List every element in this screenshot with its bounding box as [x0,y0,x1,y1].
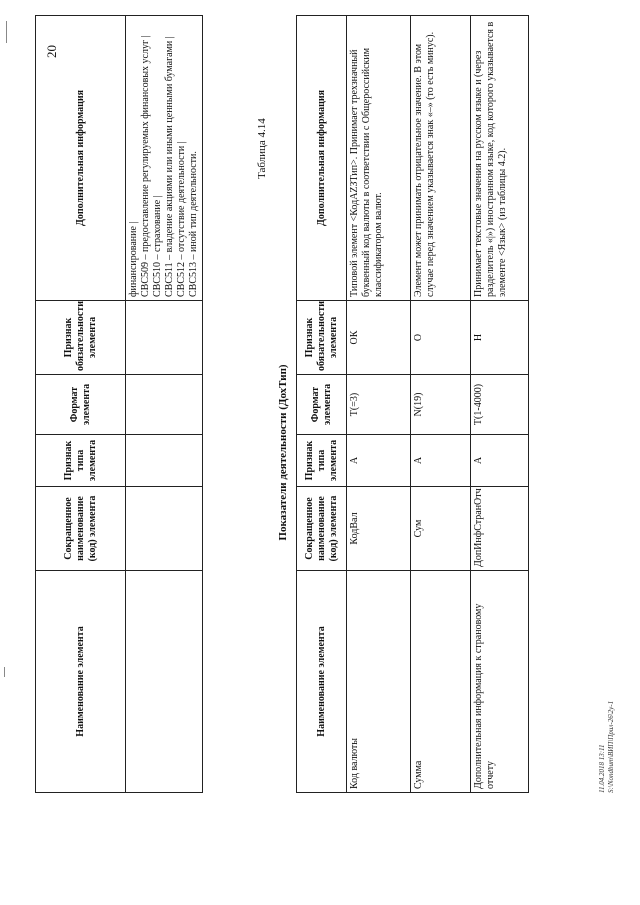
cell-name: Код валюты [347,571,411,793]
header-name: Наименование элемента [297,571,347,793]
cell-type: А [471,435,529,487]
info-line: СВС511 – владение акциями или иными ценными бумагами | [164,36,175,297]
cell-info [126,16,203,301]
scan-mark [4,667,5,677]
cell-info: Типовой элемент <КодАZЗТип>. Принимает трехзначный буквенный код валюты в соответствии с Общероссийским классификатором валют. [347,16,411,301]
cell-info: Принимает текстовые значения на русском языке и (через разделитель «|») иностранном языке, код которого указывается в элементе <Язык> (из таблицы 4.2). [471,16,529,301]
cell-type [126,435,203,487]
cell-format: N(19) [411,375,471,435]
scan-mark [6,21,7,43]
cell-required: ОК [347,301,411,375]
table-row [126,16,203,793]
table-row [347,16,411,793]
table-title: Показатели деятельности (ДохТип) [277,364,289,541]
info-line: СВС509 – предоставление регулируемых финансовых услуг | [140,35,151,297]
cell-format [126,375,203,435]
cell-info: Элемент может принимать отрицательное значение. В этом случае перед значением указывается знак «–» (то есть минус). [411,16,471,301]
cell-code: ДопИнфСтранОтч [471,487,529,571]
cell-code [126,487,203,571]
header-format: Формат элемента [36,375,126,435]
stamp-line: 11.04.2018 13:11 [598,744,606,793]
page-number: 20 [44,45,59,58]
header-format: Формат элемента [297,375,347,435]
cell-name [126,571,203,793]
info-line: финансирование | [128,221,139,297]
cell-required: Н [471,301,529,375]
header-type: Признак типа элемента [36,435,126,487]
cell-required: О [411,301,471,375]
cell-format: T(1-4000) [471,375,529,435]
info-line: СВС512 – отсутствие деятельности | [176,141,187,297]
info-line: СВС510 – страхование | [152,195,163,297]
table-caption: Таблица 4.14 [256,118,268,179]
cell-code: Сум [411,487,471,571]
file-stamp [598,701,616,793]
cell-format: T(=3) [347,375,411,435]
stamp-line: S:\Nondbum\ВИП\Прил-26\2у-1 [607,700,615,793]
top-table [35,15,203,793]
header-required: Признак обязательности элемента [36,301,126,375]
bottom-table [296,15,529,793]
header-required: Признак обязательности элемента [297,301,347,375]
header-name: Наименование элемента [36,571,126,793]
table-header-row [297,16,347,793]
table-header-row [36,16,126,793]
header-code: Сокращенное наименование (код) элемента [297,487,347,571]
header-info: Дополнительная информация [297,16,347,301]
header-code: Сокращенное наименование (код) элемента [36,487,126,571]
cell-name: Сумма [411,571,471,793]
table-row [411,16,471,793]
cell-type: А [411,435,471,487]
info-line: СВС513 – иной тип деятельности. [188,151,199,297]
table-row [471,16,529,793]
cell-name: Дополнительная информация к страновому отчету [471,571,529,793]
header-info: Дополнительная информация [36,16,126,301]
cell-type: А [347,435,411,487]
header-type: Признак типа элемента [297,435,347,487]
cell-required [126,301,203,375]
cell-code: КодВал [347,487,411,571]
